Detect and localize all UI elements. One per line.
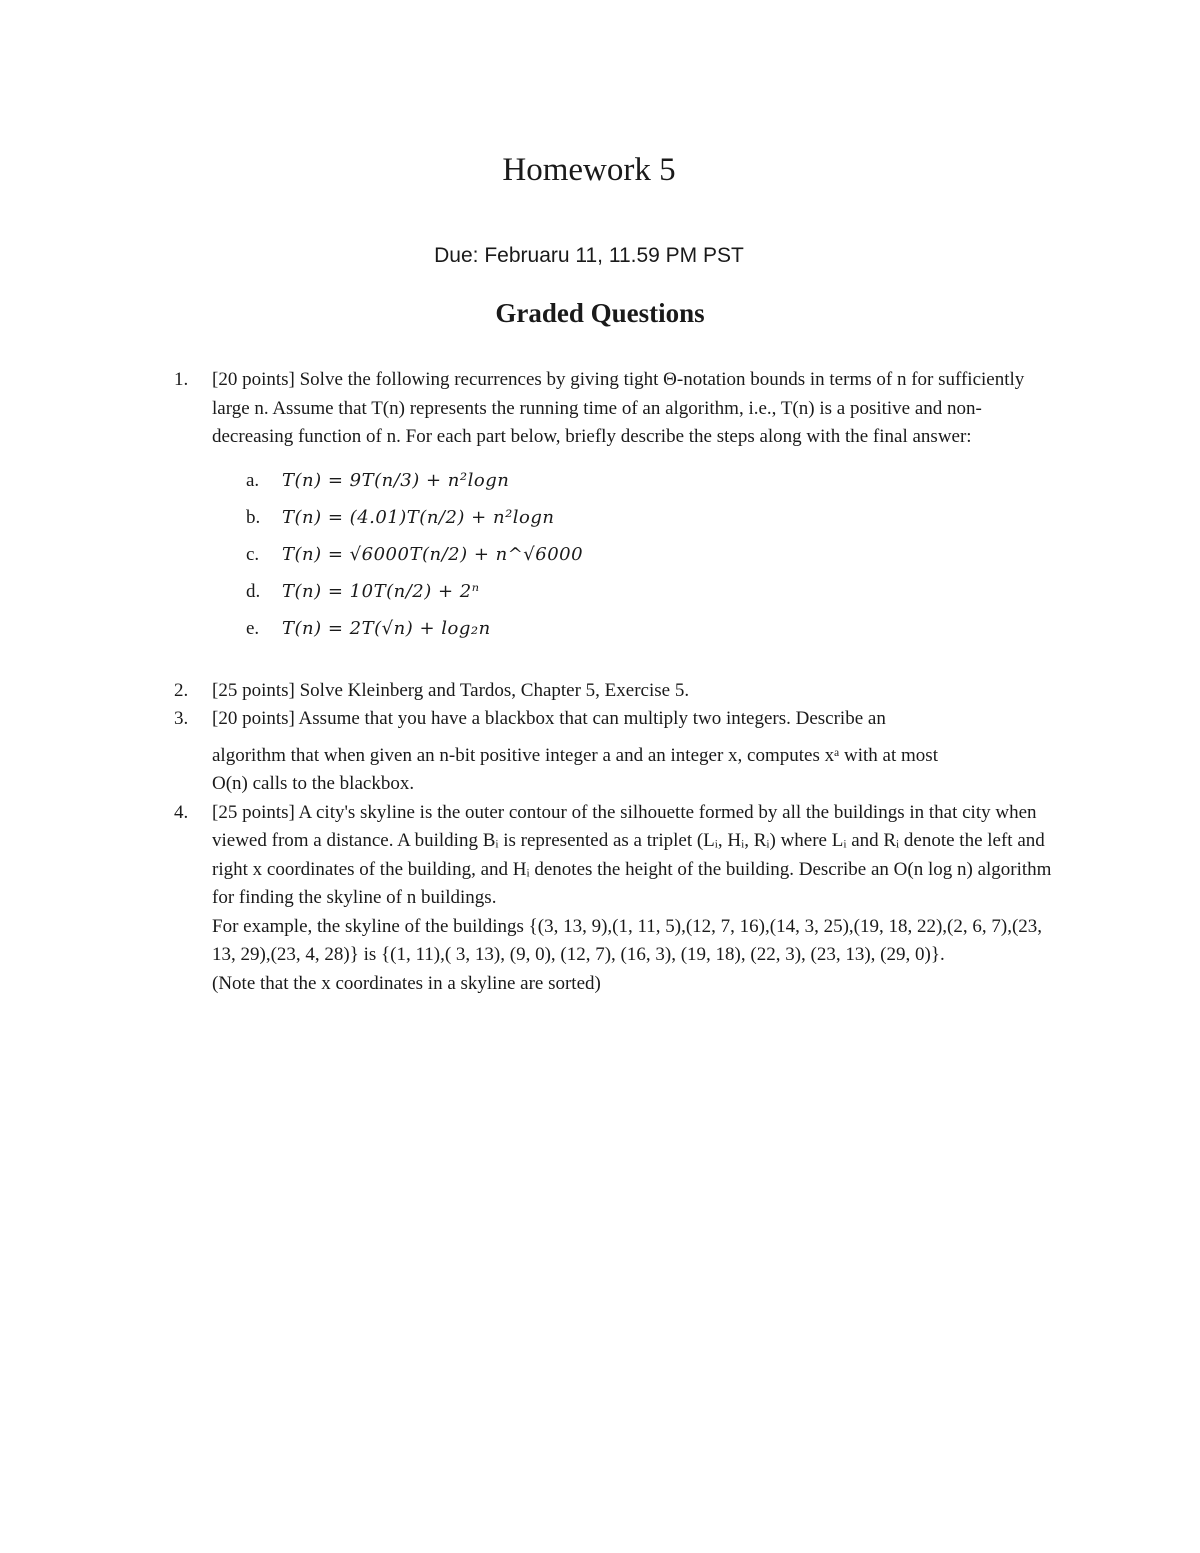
skyline-example: For example, the skyline of the buildings {(3, 13, 9),(1, 11, 5),(12, 7, 16),(14, 3, 25),(19, 18, 22),(2, 6, 7),(23, 13, 29),(23, 4, 28)} is {(1, 11),( 3, 13), (9, 0), (12, 7), (16, 3), (19, 18), (22, 3), (23, 13), (29, 0)}.: [212, 915, 1043, 965]
recurrence-equation: T(n) = 10T(n/2) + 2ⁿ: [282, 580, 480, 602]
line-spacer: [212, 734, 1054, 742]
question-number: 2.: [174, 679, 189, 701]
question-number: 1.: [174, 369, 189, 390]
recurrence-equation: T(n) = 2T(√n) + log₂n: [282, 617, 491, 639]
recurrence-d: [246, 573, 1054, 610]
question-4: [174, 799, 1054, 999]
recurrence-b: [246, 499, 1054, 536]
question-text-line-1: [20 points] Assume that you have a blackbox that can multiply two integers. Describe an: [212, 708, 886, 729]
part-letter: a.: [246, 469, 260, 491]
part-letter: c.: [246, 543, 260, 565]
section-title: Graded Questions: [495, 298, 705, 328]
recurrence-equation: T(n) = 9T(n/3) + n²logn: [282, 469, 510, 491]
due-date: Due: Februaru 11, 11.59 PM PST: [434, 244, 744, 267]
part-letter: d.: [246, 580, 261, 602]
recurrence-list: [246, 462, 1054, 647]
question-3: [174, 705, 1054, 799]
question-1: [174, 366, 1054, 647]
recurrence-a: [246, 462, 1054, 499]
skyline-note: (Note that the x coordinates in a skyline are sorted): [212, 972, 601, 994]
recurrence-c: [246, 536, 1054, 573]
recurrence-equation: T(n) = √6000T(n/2) + n^√6000: [282, 543, 584, 565]
question-text: [25 points] A city's skyline is the outer contour of the silhouette formed by all the buildings in that city when viewed from a distance. A building Bᵢ is represented as a triplet (Lᵢ, Hᵢ, Rᵢ) where Lᵢ and Rᵢ denote the left and right x coordinates of the building, and Hᵢ denotes the height of the building. Describe an O(n log n) algorithm for finding the skyline of n buildings.: [212, 801, 1052, 908]
question-text: [25 points] Solve Kleinberg and Tardos, Chapter 5, Exercise 5.: [212, 679, 690, 701]
part-letter: b.: [246, 506, 261, 528]
question-list: [174, 366, 1054, 998]
part-letter: e.: [246, 617, 260, 639]
question-text: [20 points] Solve the following recurrences by giving tight Θ-notation bounds in terms of n for sufficiently large n. Assume that T(n) represents the running time of an algorithm, i.e., T(n) is a positive and non-decreasing function of n. For each part below, briefly describe the steps along with the final answer:: [212, 369, 1025, 447]
question-2: [174, 677, 1054, 706]
recurrence-e: [246, 610, 1054, 647]
question-text-line-3: O(n) calls to the blackbox.: [212, 773, 415, 794]
question-text-line-2: algorithm that when given an n-bit positive integer a and an integer x, computes xᵃ with at most: [212, 744, 938, 766]
question-number: 3.: [174, 708, 189, 729]
recurrence-equation: T(n) = (4.01)T(n/2) + n²logn: [282, 506, 555, 528]
document-title: Homework 5: [502, 152, 676, 188]
question-number: 4.: [174, 801, 189, 823]
